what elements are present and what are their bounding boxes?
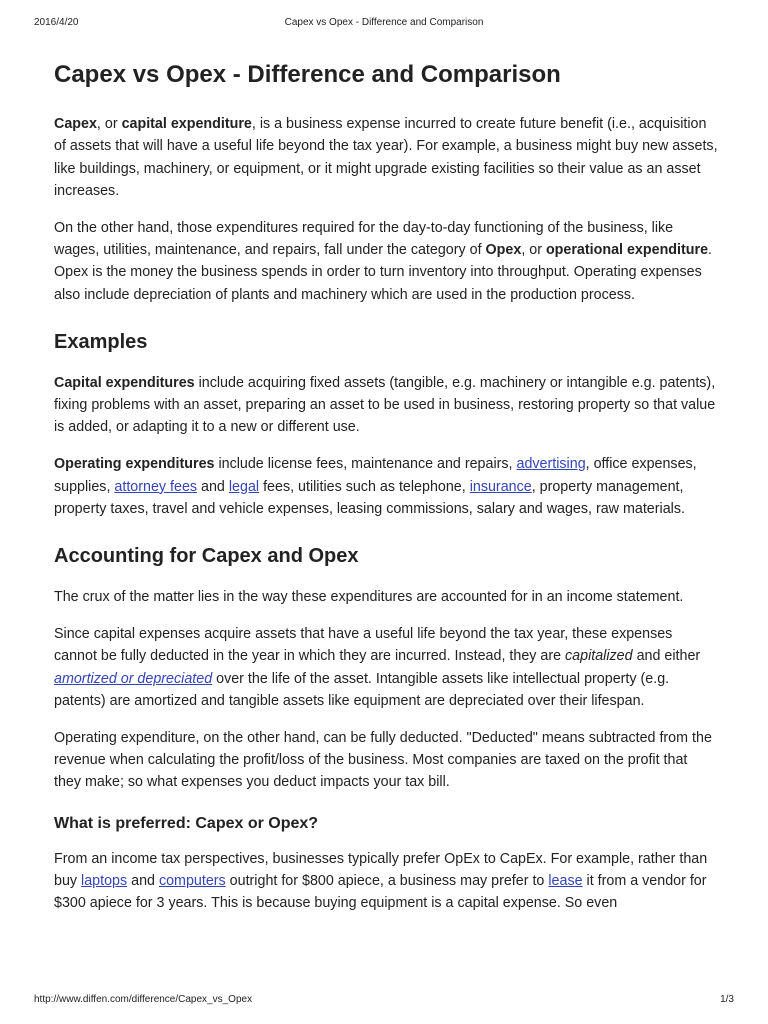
text: From an income tax perspectives, businesses typically prefer OpEx to CapEx. For example, rather than buy: [54, 850, 708, 889]
text: . Opex is the money the business spends in order to turn inventory into throughput. Operating expenses also include depreciation of plants and machinery which are used in the production process.: [54, 241, 712, 303]
text: , office expenses, supplies,: [54, 456, 697, 495]
link-lease[interactable]: lease: [548, 872, 583, 889]
examples-opex-paragraph: [54, 453, 718, 520]
term-opex: Opex: [485, 241, 522, 258]
text: it from a vendor for $300 apiece for 3 years. This is because buying equipment is a capital expense. So even: [54, 872, 707, 912]
em-capitalized: capitalized: [565, 648, 633, 665]
link-legal[interactable]: legal: [228, 478, 260, 495]
link-advertising[interactable]: advertising: [516, 456, 586, 473]
accounting-paragraph-1: The crux of the matter lies in the way these expenditures are accounted for in an income statement.: [54, 589, 684, 606]
text: include license fees, maintenance and repairs,: [214, 456, 517, 473]
print-footer: [34, 994, 734, 1008]
text: and: [197, 478, 229, 495]
heading-preferred: What is preferred: Capex or Opex?: [54, 814, 319, 832]
intro-paragraph-capex: [54, 113, 718, 202]
link-insurance[interactable]: insurance: [469, 478, 532, 495]
link-laptops[interactable]: laptops: [81, 872, 128, 889]
print-date: 2016/4/20: [34, 17, 79, 28]
text: On the other hand, those expenditures required for the day-to-day functioning of the business, like wages, utilities, maintenance, and repairs, fall under the category of: [54, 219, 674, 258]
term-capital-expenditures: Capital expenditures: [54, 374, 195, 391]
accounting-paragraph-2: [54, 623, 718, 712]
print-url: http://www.diffen.com/difference/Capex_vs_Opex: [34, 994, 253, 1005]
text: and: [127, 872, 159, 889]
text: over the life of the asset. Intangible assets like intellectual property (e.g. patents) are amortized and tangible assets like equipment are depreciated over their lifespan.: [54, 670, 670, 709]
print-header: [34, 17, 734, 31]
text: and either: [632, 648, 701, 665]
text: , is a business expense incurred to create future benefit (i.e., acquisition of assets that will have a useful life beyond the tax year). For example, a business might buy new assets, like buildings, machinery, or equipment, or it might upgrade existing facilities so their value as an asset increases.: [54, 116, 718, 199]
text: fees, utilities such as telephone,: [259, 478, 470, 495]
text: , or: [96, 116, 122, 132]
examples-capex-paragraph: [54, 372, 718, 439]
article: [54, 58, 718, 929]
text: include acquiring fixed assets (tangible, e.g. machinery or intangible e.g. patents), fixing problems with an asset, preparing an asset to be used in business, restoring property so that value is added, or adapting it to a new or different use.: [54, 374, 716, 436]
link-attorney-fees[interactable]: attorney fees: [114, 478, 198, 495]
accounting-paragraph-3: Operating expenditure, on the other hand, can be fully deducted. "Deducted" means subtracted from the revenue when calculating the profit/loss of the business. Most companies are taxed on the profit that they make; so what expenses you deduct impacts your tax bill.: [54, 729, 712, 791]
term-operating-expenditures: Operating expenditures: [54, 456, 215, 473]
term-operational-expenditure: operational expenditure: [545, 241, 709, 258]
heading-accounting: Accounting for Capex and Opex: [54, 545, 359, 568]
text: outright for $800 apiece, a business may prefer to: [225, 872, 549, 889]
intro-paragraph-opex: [54, 217, 718, 306]
text: , or: [521, 241, 546, 258]
print-page-number: 1/3: [720, 994, 734, 1005]
article-title: Capex vs Opex - Difference and Comparison: [54, 61, 561, 88]
link-amortized-or-depreciated[interactable]: amortized or depreciated: [54, 670, 213, 687]
term-capital-expenditure: capital expenditure: [121, 116, 252, 132]
term-capex: Capex: [54, 116, 97, 132]
preferred-paragraph-1: [54, 848, 718, 915]
text: Since capital expenses acquire assets that have a useful life beyond the tax year, these expenses cannot be fully deducted in the year in which they are incurred. Instead, they are: [54, 625, 673, 665]
text: , property management, property taxes, travel and vehicle expenses, leasing commissions, salary and wages, raw materials.: [54, 478, 685, 517]
link-computers[interactable]: computers: [158, 872, 226, 889]
heading-examples: Examples: [54, 330, 148, 353]
print-page-title: Capex vs Opex - Difference and Comparison: [284, 17, 484, 28]
